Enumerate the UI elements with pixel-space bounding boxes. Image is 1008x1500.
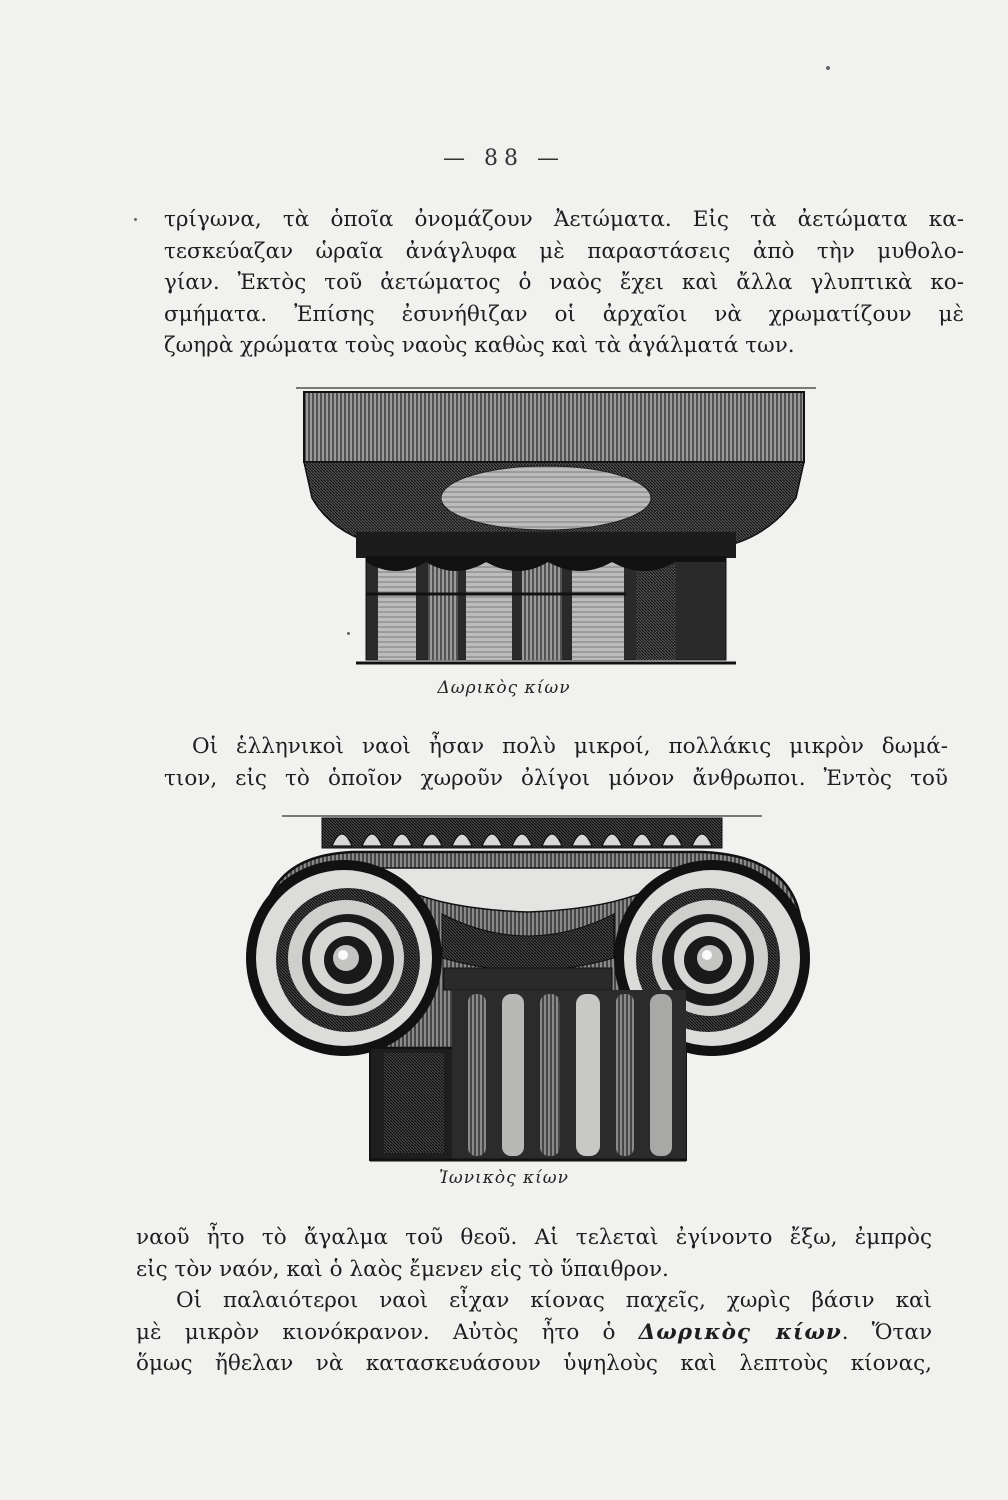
text-line: γίαν. Ἐκτὸς τοῦ ἀετώματος ὁ ναὸς ἔχει καὶ ἄλλα γλυπτικὰ κο-	[164, 270, 964, 295]
doric-capital-illustration	[296, 380, 816, 670]
doric-column-term: Δωρικὸς κίων	[638, 1319, 842, 1345]
text-line: τεσκεύαζαν ὡραῖα ἀνάγλυφα μὲ παραστάσεις ἀπὸ τὴν μυθολο-	[164, 238, 964, 264]
top-paragraph	[164, 204, 964, 362]
text-line: ζωηρὰ χρώματα τοὺς ναοὺς καθὼς καὶ τὰ ἀγάλματά των.	[164, 333, 795, 358]
paper-speck	[826, 66, 830, 70]
bottom-paragraph	[136, 1222, 932, 1380]
text-line: εἰς τὸν ναόν, καὶ ὁ λαὸς ἔμενεν εἰς τὸ ὕπαιθρον.	[136, 1256, 669, 1282]
paper-speck	[347, 632, 350, 635]
text-line: Οἱ ἑλληνικοὶ ναοὶ ἦσαν πολὺ μικροί, πολλάκις μικρὸν δωμά-	[192, 734, 948, 759]
ionic-caption: Ἰωνικὸς κίων	[438, 1168, 570, 1188]
text-line: σμήματα. Ἐπίσης ἐσυνήθιζαν οἱ ἀρχαῖοι νὰ χρωματίζουν μὲ	[164, 301, 964, 327]
text-line: ναοῦ ἦτο τὸ ἄγαλμα τοῦ θεοῦ. Αἱ τελεταὶ ἐγίνοντο ἔξω, ἐμπρὸς	[136, 1225, 932, 1250]
doric-caption: Δωρικὸς κίων	[437, 678, 571, 698]
text-line: τρίγωνα, τὰ ὁποῖα ὀνομάζουν Ἀετώματα. Εἰς τὰ ἀετώματα κα-	[164, 207, 964, 232]
text-fragment: . Ὅταν	[841, 1319, 933, 1345]
text-line: Οἱ παλαιότεροι ναοὶ εἶχαν κίονας παχεῖς, χωρὶς βάσιν καὶ	[176, 1288, 932, 1313]
page-number: — 88 —	[443, 146, 565, 171]
text-line: τιον, εἰς τὸ ὁποῖον χωροῦν ὀλίγοι μόνον ἄνθρωποι. Ἐντὸς τοῦ	[164, 765, 948, 791]
middle-paragraph	[164, 731, 948, 794]
paper-speck	[134, 218, 137, 221]
ionic-capital-illustration	[222, 808, 834, 1170]
text-line: ὅμως ἤθελαν νὰ κατασκευάσουν ὑψηλοὺς καὶ λεπτοὺς κίονας,	[136, 1351, 932, 1376]
text-fragment: μὲ μικρὸν κιονόκρανον. Αὐτὸς ἦτο ὁ	[136, 1319, 639, 1345]
text-line	[136, 1317, 932, 1349]
